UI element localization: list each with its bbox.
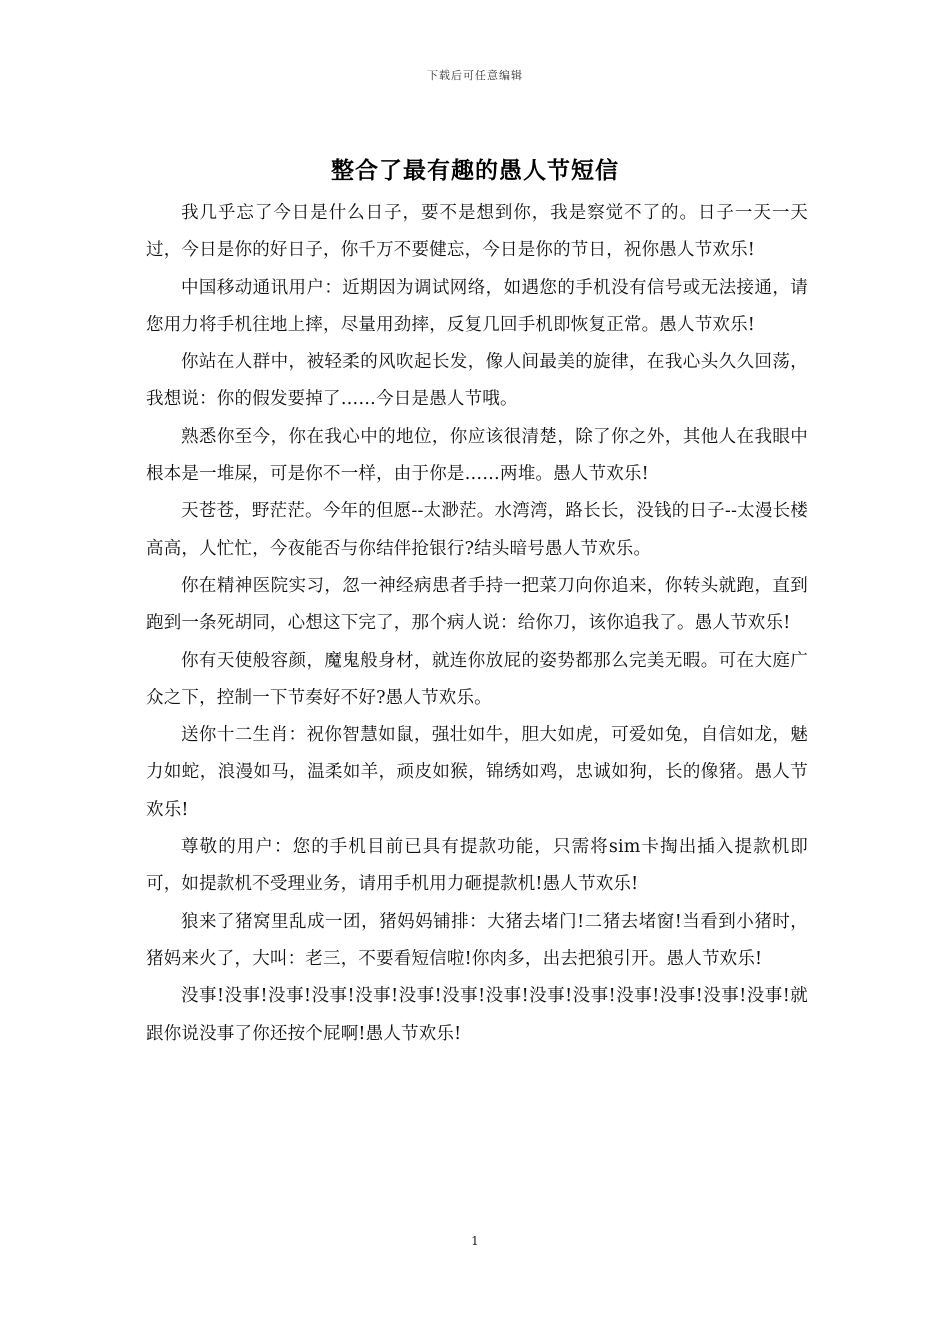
paragraph: 你有天使般容颜，魔鬼般身材，就连你放屁的姿势都那么完美无暇。可在大庭广众之下，控制一下节奏好不好?愚人节欢乐。 [146, 650, 808, 708]
page-number: 1 [471, 1234, 479, 1248]
paragraph: 我几乎忘了今日是什么日子，要不是想到你，我是察觉不了的。日子一天一天过，今日是你的好日子，你千万不要健忘，今日是你的节日，祝你愚人节欢乐! [146, 203, 808, 261]
paragraph: 你站在人群中，被轻柔的风吹起长发，像人间最美的旋律，在我心头久久回荡，我想说：你的假发要掉了……今日是愚人节哦。 [146, 352, 808, 410]
paragraph: 天苍苍，野茫茫。今年的但愿--太渺茫。水湾湾，路长长，没钱的日子--太漫长楼高高，人忙忙，今夜能否与你结伴抢银行?结头暗号愚人节欢乐。 [146, 501, 808, 559]
paragraph: 狼来了猪窝里乱成一团，猪妈妈铺排：大猪去堵门!二猪去堵窗!当看到小猪时，猪妈来火了，大叫：老三，不要看短信啦!你肉多，出去把狼引开。愚人节欢乐! [146, 911, 808, 969]
document-body [146, 195, 808, 1053]
paragraph: 你在精神医院实习，忽一神经病患者手持一把菜刀向你追来，你转头就跑，直到跑到一条死胡同，心想这下完了，那个病人说：给你刀，该你追我了。愚人节欢乐! [146, 575, 808, 634]
page-title: 整合了最有趣的愚人节短信 [331, 158, 619, 184]
paragraph: 没事!没事!没事!没事!没事!没事!没事!没事!没事!没事!没事!没事!没事!没事!就跟你说没事了你还按个屁啊!愚人节欢乐! [146, 986, 808, 1044]
paragraph: 尊敬的用户：您的手机目前已具有提款功能，只需将sim卡掏出插入提款机即可，如提款机不受理业务，请用手机用力砸提款机!愚人节欢乐! [146, 837, 808, 895]
paragraph: 熟悉你至今，你在我心中的地位，你应该很清楚，除了你之外，其他人在我眼中根本是一堆屎，可是你不一样，由于你是……两堆。愚人节欢乐! [146, 426, 808, 485]
paragraph: 中国移动通讯用户：近期因为调试网络，如遇您的手机没有信号或无法接通，请您用力将手机往地上摔，尽量用劲摔，反复几回手机即恢复正常。愚人节欢乐! [146, 277, 808, 335]
header-note: 下载后可任意编辑 [427, 69, 523, 82]
paragraph: 送你十二生肖：祝你智慧如鼠，强壮如牛，胆大如虎，可爱如兔，自信如龙，魅力如蛇，浪漫如马，温柔如羊，顽皮如猴，锦绣如鸡，忠诚如狗，长的像猪。愚人节欢乐! [146, 725, 808, 820]
